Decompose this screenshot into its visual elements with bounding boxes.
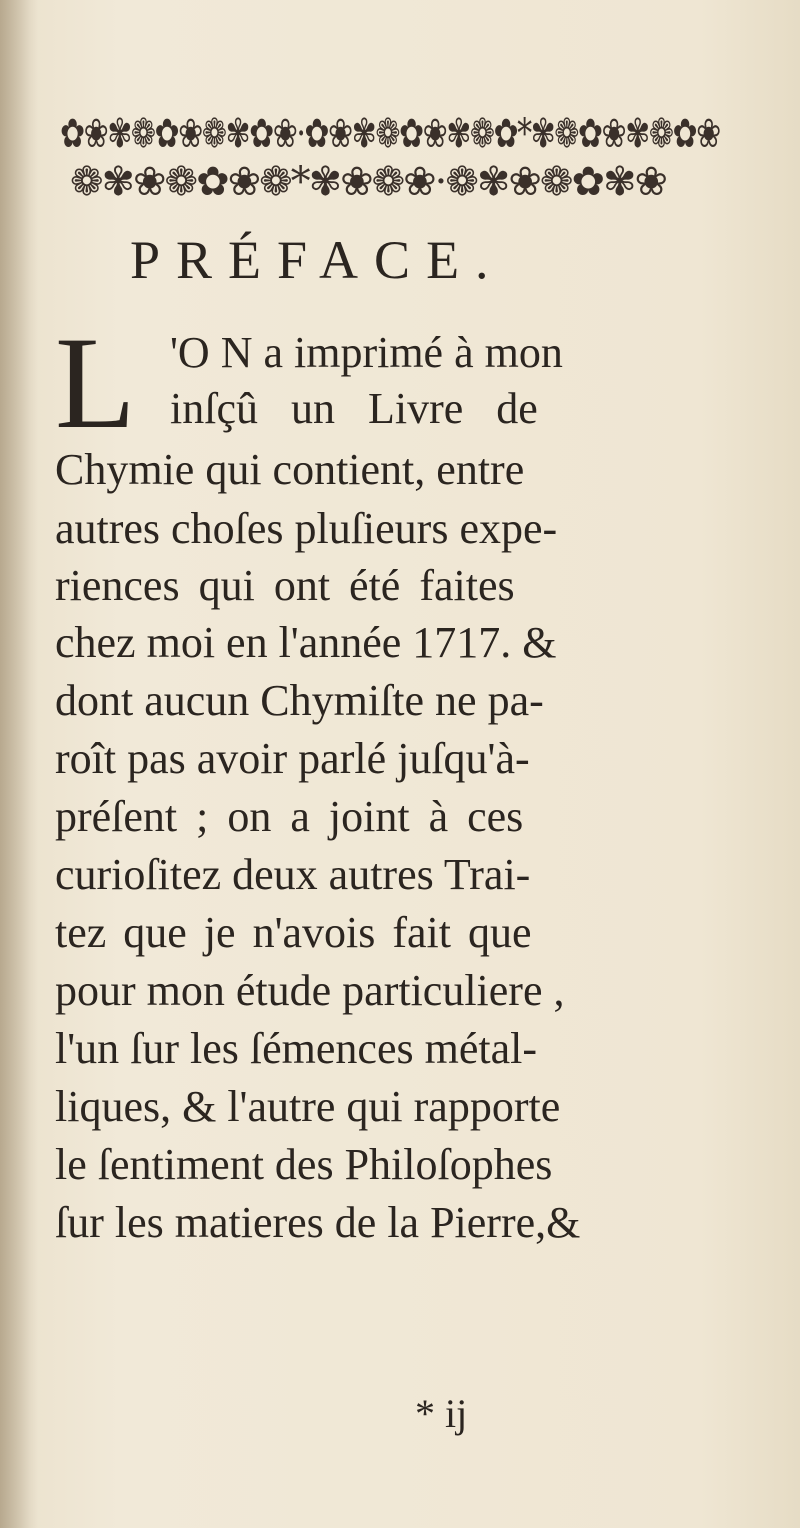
text-line: le ſentiment des Philoſophes: [55, 1140, 553, 1189]
text-line: autres choſes pluſieurs expe-: [55, 504, 558, 553]
text-line: l'un ſur les ſémences métal-: [55, 1024, 537, 1073]
text-line: pour mon étude particuliere ,: [55, 966, 565, 1015]
text-line: dont aucun Chymiſte ne pa-: [55, 676, 544, 725]
text-line: ſur les matieres de la Pierre,&: [55, 1198, 581, 1247]
text-line: curioſitez deux autres Trai-: [55, 850, 531, 899]
text-line: chez moi en l'année 1717. &: [55, 618, 557, 667]
text-line: liques, & l'autre qui rapporte: [55, 1082, 561, 1131]
floral-ornament-icon: ✿❀✾❁✿❀❁✾✿❀·✿❀✾❁✿❀✾❁✿*✾❁✿❀✾❁✿❀: [60, 111, 720, 157]
drop-capital: L: [55, 309, 136, 456]
text-line: riences qui ont été faites: [55, 561, 515, 610]
ornament-row-top: [60, 110, 720, 158]
text-line: Chymie qui contient, entre: [55, 445, 525, 494]
text-line: préſent ; on a joint à ces: [55, 792, 524, 841]
text-line: roît pas avoir parlé juſqu'à-: [55, 734, 530, 783]
floral-ornament-icon: ❁✾❀❁✿❀❁*✾❀❁❀·❁✾❀❁✿✾❀: [70, 159, 666, 205]
page-title: PRÉFACE.: [130, 230, 505, 290]
signature-mark: * ij: [415, 1391, 468, 1436]
text-line: 'O N a imprimé à mon: [170, 328, 563, 377]
text-line: tez que je n'avois fait que: [55, 908, 532, 957]
gutter-shadow: [0, 0, 38, 1528]
header-ornament: [60, 110, 720, 220]
text-line: inſçû un Livre de: [170, 384, 538, 433]
ornament-row-bottom: [60, 158, 720, 206]
